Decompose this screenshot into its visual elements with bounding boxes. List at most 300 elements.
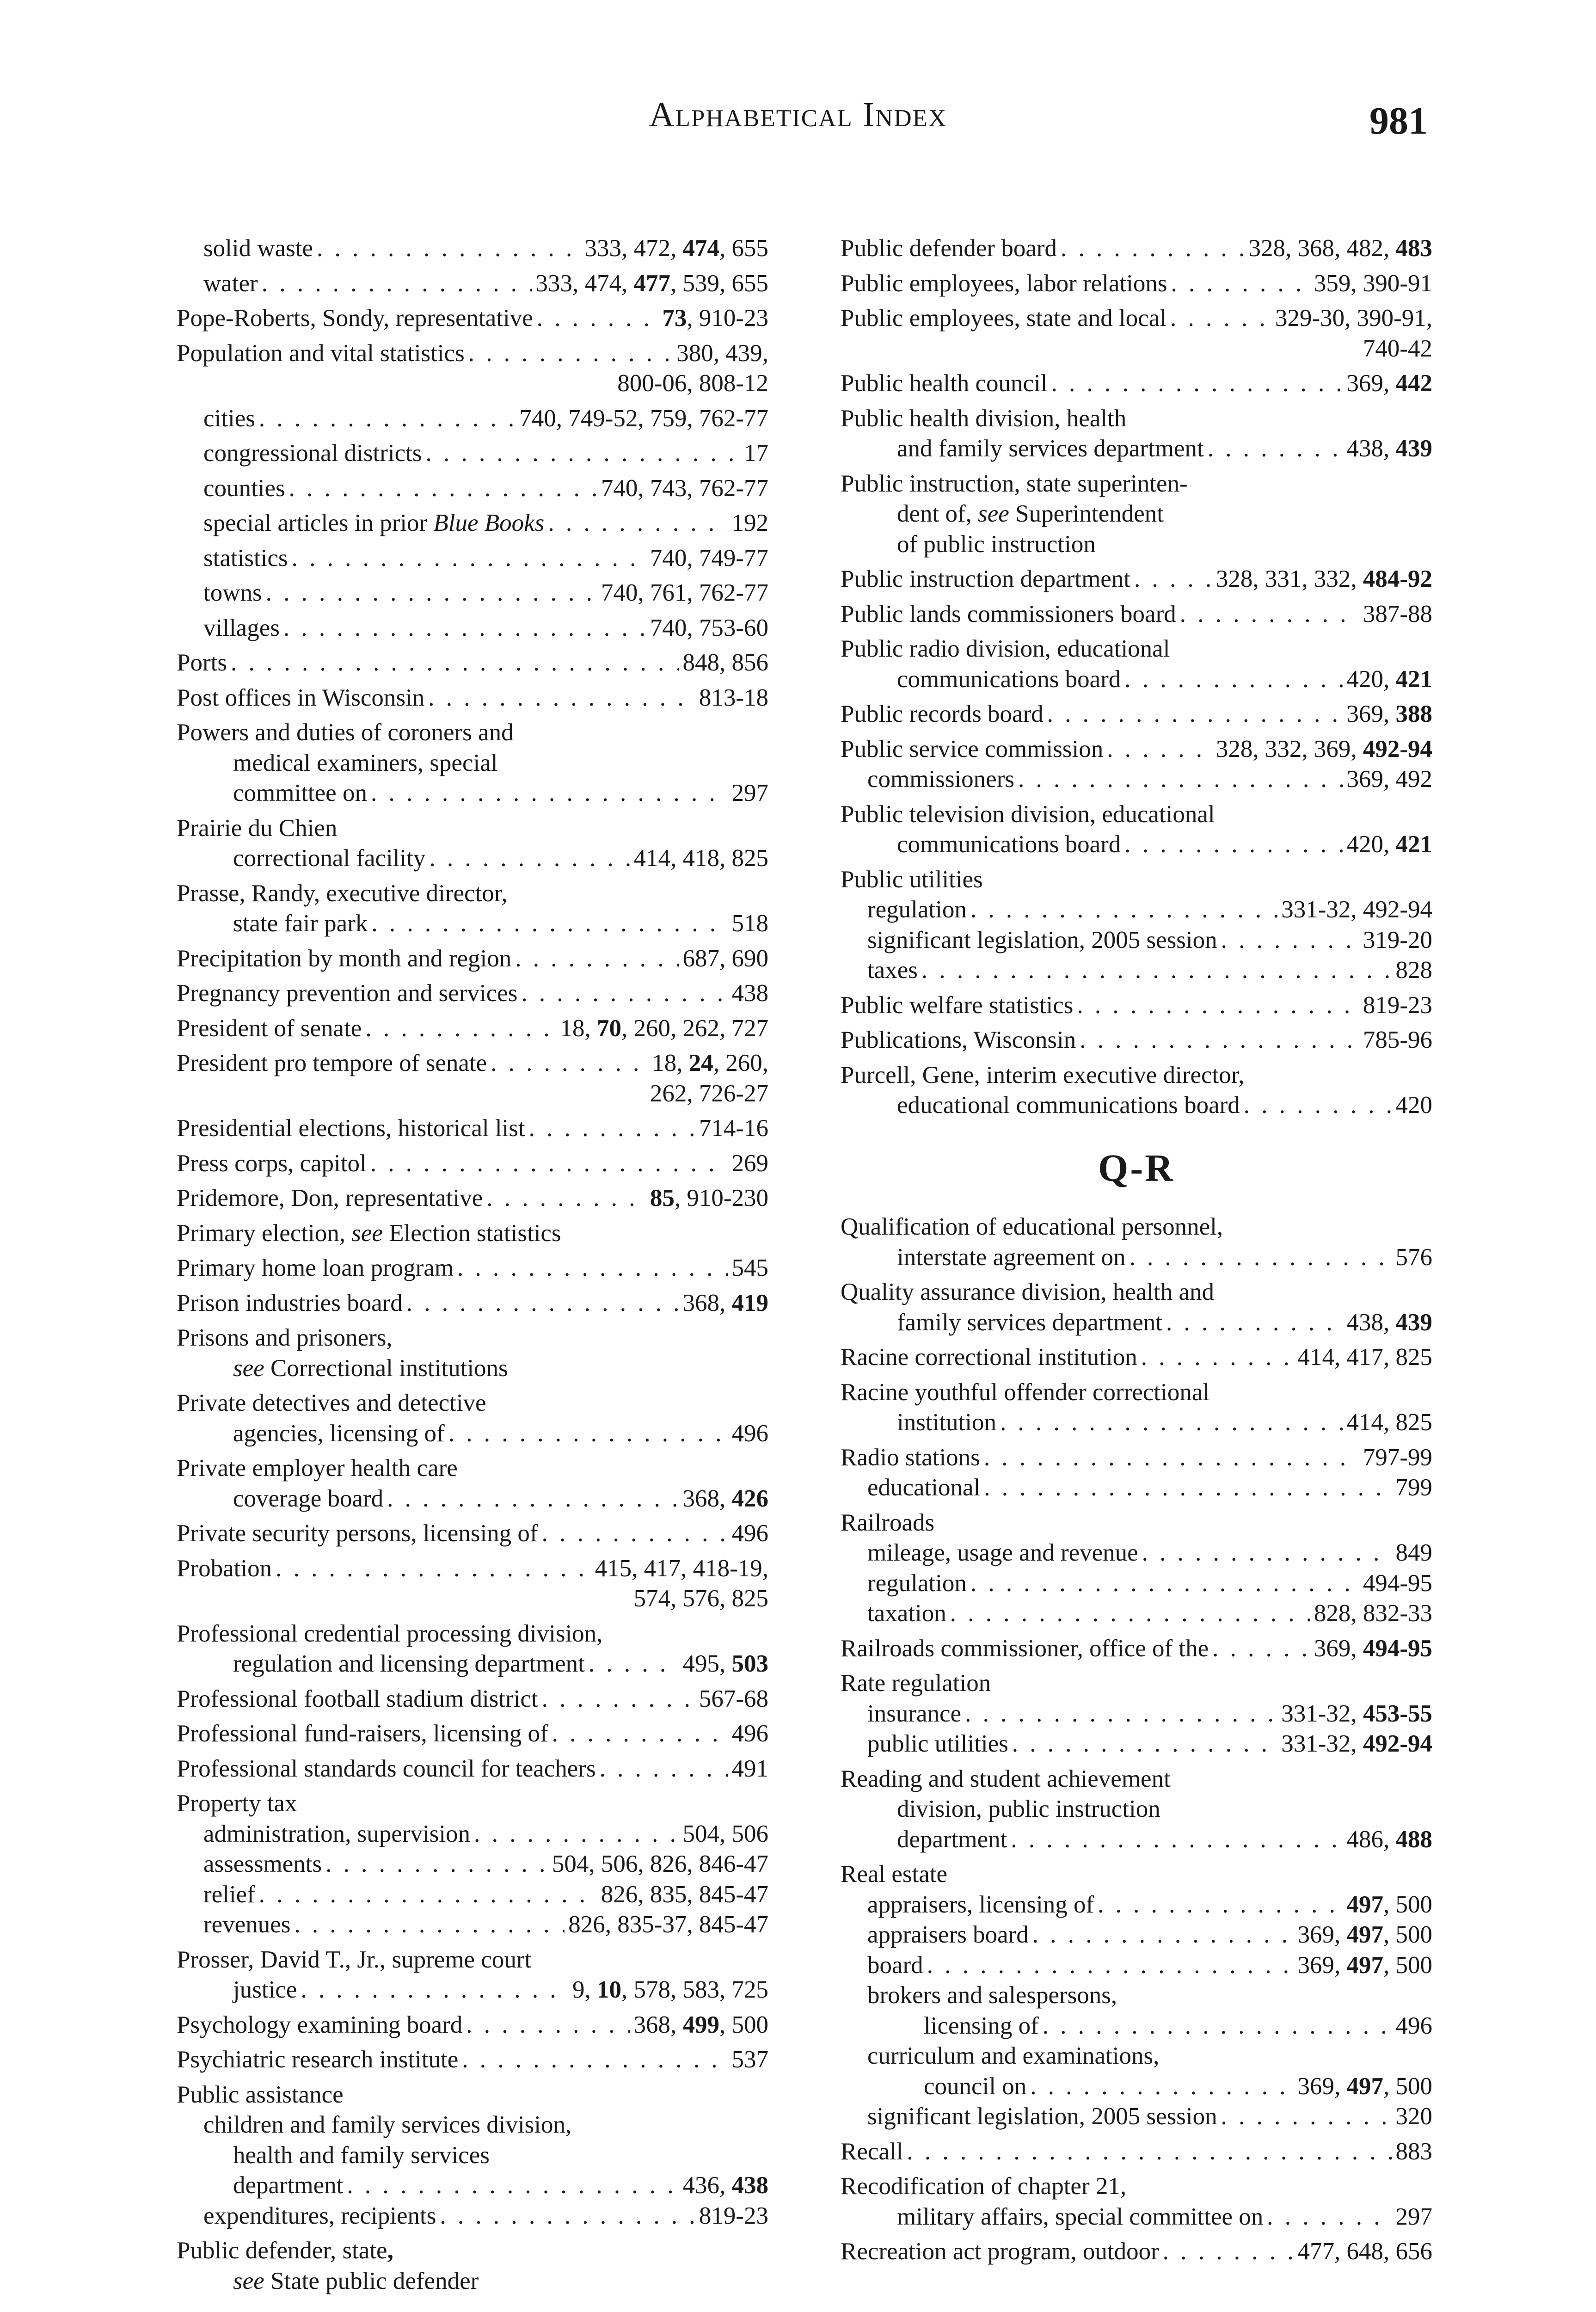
entry-pages: 826, 835-37, 845-47 bbox=[568, 1911, 768, 1938]
entry-term: Public records board bbox=[841, 701, 1044, 727]
index-entry bbox=[177, 1388, 768, 1449]
entry-term: Public instruction department bbox=[841, 566, 1131, 592]
index-entry bbox=[177, 2010, 768, 2041]
entry-term-continued: coverage board bbox=[233, 1485, 384, 1512]
entry-pages: 369, 388 bbox=[1346, 701, 1432, 727]
entry-term: Ports bbox=[177, 649, 227, 676]
index-entry bbox=[177, 944, 768, 974]
entry-term: water bbox=[203, 270, 258, 297]
index-column-left bbox=[177, 234, 768, 2301]
index-subentry bbox=[841, 895, 1432, 925]
index-entry bbox=[177, 2080, 768, 2110]
entry-term-continued: agencies, licensing of bbox=[233, 1420, 445, 1447]
entry-pages: 387-88 bbox=[1363, 600, 1432, 627]
entry-pages: 369, 497, 500 bbox=[1297, 2072, 1432, 2100]
entry-term-continued: family services department bbox=[897, 1309, 1162, 1336]
entry-term: Real estate bbox=[841, 1861, 948, 1888]
index-subentry bbox=[177, 2201, 768, 2232]
entry-term: cities bbox=[203, 405, 255, 432]
index-entry bbox=[841, 1025, 1432, 1056]
index-subentry bbox=[841, 1920, 1432, 1950]
entry-pages: 826, 835, 845-47 bbox=[601, 1881, 768, 1908]
index-entry bbox=[177, 1323, 768, 1384]
entry-pages: 9, 10, 578, 583, 725 bbox=[572, 1976, 768, 2003]
index-entry bbox=[841, 1377, 1432, 1438]
index-entry bbox=[177, 1519, 768, 1549]
entry-pages: 369, 492 bbox=[1346, 766, 1432, 793]
entry-pages: 567-68 bbox=[699, 1685, 768, 1712]
entry-term-continued: department bbox=[233, 2172, 344, 2199]
index-entry bbox=[177, 1789, 768, 1819]
index-entry bbox=[841, 865, 1432, 895]
index-entry bbox=[841, 634, 1432, 695]
entry-term-continued: institution bbox=[897, 1409, 996, 1436]
entry-term: President pro tempore of senate bbox=[177, 1050, 487, 1076]
entry-pages: 331-32, 492-94 bbox=[1281, 896, 1432, 923]
entry-term: Public employees, labor relations bbox=[841, 270, 1167, 297]
index-entry bbox=[841, 269, 1432, 299]
entry-pages: 85, 910-230 bbox=[650, 1185, 768, 1211]
entry-term: Presidential elections, historical list bbox=[177, 1115, 525, 1142]
entry-term-continued: justice bbox=[233, 1976, 297, 2003]
index-entry bbox=[841, 2237, 1432, 2267]
entry-pages: 504, 506 bbox=[682, 1820, 768, 1847]
index-entry bbox=[177, 683, 768, 713]
entry-term: Psychology examining board bbox=[177, 2011, 463, 2038]
entry-term: appraisers board bbox=[867, 1921, 1029, 1948]
entry-term-continued: correctional facility bbox=[233, 845, 426, 872]
index-entry bbox=[177, 1113, 768, 1144]
entry-term: regulation bbox=[867, 1569, 967, 1597]
index-subentry bbox=[841, 1890, 1432, 1920]
entry-pages: 828 bbox=[1395, 957, 1432, 984]
entry-pages: 438 bbox=[731, 980, 768, 1007]
entry-pages: 420, 421 bbox=[1346, 831, 1432, 858]
entry-term: Prairie du Chien bbox=[177, 814, 338, 842]
entry-pages: 319-20 bbox=[1363, 926, 1432, 953]
entry-term: brokers and salespersons, bbox=[867, 1982, 1117, 2009]
entry-term: Recall bbox=[841, 2138, 903, 2165]
index-entry bbox=[177, 613, 768, 644]
index-entry bbox=[177, 1945, 768, 2005]
entry-term: Professional standards council for teachers bbox=[177, 1755, 596, 1782]
entry-term: Public health council bbox=[841, 370, 1048, 397]
index-subentry bbox=[177, 1910, 768, 1940]
entry-term: regulation bbox=[867, 896, 967, 923]
index-entry bbox=[841, 1634, 1432, 1664]
index-entry bbox=[177, 404, 768, 434]
entry-pages: 848, 856 bbox=[682, 649, 768, 676]
index-entry bbox=[841, 1443, 1432, 1473]
entry-pages: 297 bbox=[1395, 2203, 1432, 2230]
entry-pages: 714-16 bbox=[699, 1115, 768, 1142]
index-entry bbox=[177, 1453, 768, 1514]
entry-pages: 368, 426 bbox=[682, 1485, 768, 1512]
index-entry bbox=[177, 1619, 768, 1679]
index-entry bbox=[177, 338, 768, 399]
index-entry bbox=[841, 404, 1432, 464]
entry-pages: 849 bbox=[1395, 1539, 1432, 1566]
entry-term: assessments bbox=[203, 1851, 322, 1877]
entry-term: expenditures, recipients bbox=[203, 2202, 436, 2229]
entry-pages: 328, 331, 332, 484-92 bbox=[1215, 566, 1432, 592]
entry-term: children and family services division, bbox=[203, 2111, 572, 2138]
entry-term: Railroads bbox=[841, 1509, 935, 1536]
entry-pages-continued: 262, 726-27 bbox=[650, 1080, 768, 1107]
entry-term-continued: licensing of bbox=[924, 2012, 1039, 2039]
entry-term: villages bbox=[203, 614, 280, 641]
entry-term: Public television division, educational bbox=[841, 800, 1215, 828]
entry-term: Primary election, see Election statistics bbox=[177, 1219, 561, 1247]
index-subentry bbox=[177, 1849, 768, 1880]
entry-pages: 73, 910-23 bbox=[662, 305, 768, 332]
index-entry bbox=[841, 1342, 1432, 1373]
entry-term: taxes bbox=[867, 957, 918, 984]
entry-pages: 414, 418, 825 bbox=[633, 845, 768, 872]
index-entry bbox=[177, 269, 768, 299]
entry-pages: 497, 500 bbox=[1346, 1891, 1432, 1918]
index-subentry bbox=[841, 1729, 1432, 1759]
entry-term-continued: communications board bbox=[897, 831, 1121, 858]
entry-term: Racine youthful offender correctional bbox=[841, 1378, 1210, 1406]
index-subentry bbox=[841, 1980, 1432, 2041]
index-entry bbox=[841, 2171, 1432, 2232]
entry-pages: 797-99 bbox=[1363, 1444, 1432, 1471]
index-entry bbox=[177, 578, 768, 609]
entry-pages: 504, 506, 826, 846-47 bbox=[552, 1851, 768, 1877]
entry-pages: 18, 70, 260, 262, 727 bbox=[560, 1015, 768, 1042]
index-entry bbox=[177, 1253, 768, 1284]
entry-term: special articles in prior Blue Books bbox=[203, 510, 545, 536]
entry-term: significant legislation, 2005 session bbox=[867, 926, 1217, 953]
entry-term: mileage, usage and revenue bbox=[867, 1539, 1138, 1566]
entry-pages: 740, 743, 762-77 bbox=[601, 474, 768, 502]
entry-term: Reading and student achievement bbox=[841, 1765, 1171, 1792]
index-entry bbox=[177, 978, 768, 1009]
entry-term: solid waste bbox=[203, 235, 313, 262]
entry-term: Pridemore, Don, representative bbox=[177, 1185, 483, 1211]
entry-term: Public welfare statistics bbox=[841, 991, 1074, 1019]
entry-term: Prasse, Randy, executive director, bbox=[177, 879, 508, 907]
index-subentry bbox=[841, 1950, 1432, 1981]
entry-pages: 819-23 bbox=[699, 2202, 768, 2229]
index-entry bbox=[177, 1684, 768, 1715]
entry-pages: 192 bbox=[731, 510, 768, 536]
index-entry bbox=[177, 1048, 768, 1109]
entry-term: Population and vital statistics bbox=[177, 339, 465, 367]
entry-term: Pope-Roberts, Sondy, representative bbox=[177, 305, 533, 332]
entry-term: statistics bbox=[203, 544, 288, 572]
index-entry bbox=[841, 990, 1432, 1021]
index-entry bbox=[177, 1554, 768, 1614]
entry-term-continued: council on bbox=[924, 2072, 1027, 2100]
entry-pages: 496 bbox=[731, 1520, 768, 1547]
entry-pages: 813-18 bbox=[699, 684, 768, 711]
entry-term-continued: division, public instruction bbox=[897, 1795, 1160, 1822]
entry-term: Public employees, state and local bbox=[841, 305, 1166, 332]
page-number: 981 bbox=[1369, 99, 1428, 142]
entry-term: Prisons and prisoners, bbox=[177, 1324, 393, 1351]
entry-term: Powers and duties of coroners and bbox=[177, 719, 514, 746]
entry-pages: 415, 417, 418-19, bbox=[595, 1555, 768, 1582]
entry-term-continued: state fair park bbox=[233, 910, 368, 937]
index-entry bbox=[841, 1277, 1432, 1338]
entry-term: Private detectives and detective bbox=[177, 1390, 486, 1416]
section-heading: Q-R bbox=[1098, 1146, 1175, 1190]
index-entry bbox=[177, 1183, 768, 1214]
entry-term-continued: committee on bbox=[233, 780, 367, 806]
entry-term-continued: and family services department bbox=[897, 435, 1204, 462]
entry-pages: 331-32, 492-94 bbox=[1281, 1730, 1432, 1757]
entry-term: towns bbox=[203, 579, 262, 606]
entry-term: Racine correctional institution bbox=[841, 1344, 1137, 1371]
entry-term: administration, supervision bbox=[203, 1820, 471, 1847]
index-subentry bbox=[177, 1880, 768, 1910]
entry-term-continued: interstate agreement on bbox=[897, 1243, 1126, 1271]
entry-term: Quality assurance division, health and bbox=[841, 1279, 1215, 1305]
entry-pages: 359, 390-91 bbox=[1314, 270, 1432, 297]
index-entry bbox=[841, 369, 1432, 399]
entry-pages: 269 bbox=[731, 1150, 768, 1177]
index-entry bbox=[177, 303, 768, 334]
entry-pages: 740, 753-60 bbox=[650, 614, 768, 641]
entry-term: public utilities bbox=[867, 1730, 1008, 1757]
entry-pages: 420 bbox=[1395, 1092, 1432, 1119]
entry-term: taxation bbox=[867, 1600, 946, 1627]
index-entry bbox=[177, 2045, 768, 2075]
entry-pages: 687, 690 bbox=[682, 945, 768, 972]
entry-term: Prison industries board bbox=[177, 1289, 403, 1316]
index-entry bbox=[177, 438, 768, 469]
index-entry bbox=[177, 2236, 768, 2296]
index-entry bbox=[177, 648, 768, 678]
entry-pages-continued: 740-42 bbox=[1363, 335, 1432, 362]
entry-pages: 368, 499, 500 bbox=[633, 2011, 768, 2038]
entry-term-continued: department bbox=[897, 1826, 1007, 1853]
entry-term: Public instruction, state superinten- bbox=[841, 470, 1188, 497]
entry-term: Public utilities bbox=[841, 866, 983, 893]
entry-term: Public assistance bbox=[177, 2081, 344, 2108]
index-subentry bbox=[841, 1538, 1432, 1568]
entry-term: Private security persons, licensing of bbox=[177, 1520, 538, 1547]
entry-pages: 438, 439 bbox=[1346, 1309, 1432, 1336]
index-entry bbox=[177, 1288, 768, 1319]
entry-term-continued: educational communications board bbox=[897, 1092, 1240, 1119]
index-entry bbox=[177, 813, 768, 874]
index-entry bbox=[177, 879, 768, 939]
entry-term: Press corps, capitol bbox=[177, 1150, 367, 1177]
entry-term-continued: of public instruction bbox=[897, 530, 1096, 558]
index-entry bbox=[177, 1719, 768, 1749]
index-entry bbox=[841, 2137, 1432, 2167]
index-subentry bbox=[841, 1473, 1432, 1503]
entry-term: Recodification of chapter 21, bbox=[841, 2173, 1127, 2200]
entry-term: significant legislation, 2005 session bbox=[867, 2103, 1217, 2130]
entry-term: appraisers, licensing of bbox=[867, 1891, 1094, 1918]
entry-term: curriculum and examinations, bbox=[867, 2042, 1160, 2069]
entry-pages: 438, 439 bbox=[1346, 435, 1432, 462]
index-entry bbox=[841, 1060, 1432, 1121]
entry-pages: 819-23 bbox=[1363, 991, 1432, 1019]
entry-pages: 420, 421 bbox=[1346, 665, 1432, 693]
index-entry bbox=[177, 543, 768, 574]
index-entry bbox=[177, 1754, 768, 1784]
entry-pages: 494-95 bbox=[1363, 1569, 1432, 1597]
entry-term: President of senate bbox=[177, 1015, 362, 1042]
index-subentry bbox=[841, 2102, 1432, 2132]
entry-term: Property tax bbox=[177, 1790, 297, 1817]
entry-term: Public health division, health bbox=[841, 405, 1127, 432]
entry-term: Professional fund-raisers, licensing of bbox=[177, 1720, 548, 1747]
entry-pages: 369, 497, 500 bbox=[1297, 1921, 1432, 1948]
entry-pages: 486, 488 bbox=[1346, 1826, 1432, 1853]
entry-term: Recreation act program, outdoor bbox=[841, 2238, 1159, 2265]
entry-term: Private employer health care bbox=[177, 1455, 458, 1482]
index-entry bbox=[841, 234, 1432, 264]
entry-term: educational bbox=[867, 1474, 981, 1501]
entry-pages: 496 bbox=[731, 1420, 768, 1447]
entry-pages: 369, 442 bbox=[1346, 370, 1432, 397]
page-header bbox=[0, 95, 1596, 160]
entry-term-continued: medical examiners, special bbox=[233, 749, 498, 776]
entry-term: Railroads commissioner, office of the bbox=[841, 1635, 1209, 1662]
entry-term: Prosser, David T., Jr., supreme court bbox=[177, 1946, 532, 1973]
entry-pages: 328, 368, 482, 483 bbox=[1248, 235, 1432, 262]
index-entry bbox=[177, 234, 768, 264]
entry-pages: 740, 749-52, 759, 762-77 bbox=[519, 405, 768, 432]
entry-pages: 17 bbox=[744, 440, 768, 467]
index-entry bbox=[841, 1764, 1432, 1855]
index-entry bbox=[177, 1149, 768, 1179]
entry-term: Precipitation by month and region bbox=[177, 945, 512, 972]
index-entry bbox=[841, 699, 1432, 730]
entry-pages: 740, 749-77 bbox=[650, 544, 768, 572]
index-entry bbox=[841, 799, 1432, 860]
index-subentry bbox=[841, 1599, 1432, 1629]
entry-pages: 828, 832-33 bbox=[1314, 1600, 1432, 1627]
index-entry bbox=[841, 303, 1432, 364]
index-entry bbox=[841, 469, 1432, 560]
index-entry bbox=[841, 1508, 1432, 1538]
entry-term: Professional credential processing division, bbox=[177, 1620, 603, 1647]
entry-term: Public defender, state, bbox=[177, 2237, 393, 2264]
entry-term: Public radio division, educational bbox=[841, 635, 1170, 662]
entry-pages: 414, 417, 825 bbox=[1297, 1344, 1432, 1371]
index-column-right bbox=[841, 234, 1432, 2272]
entry-pages-continued: 800-06, 808-12 bbox=[617, 370, 768, 397]
entry-term-continued: regulation and licensing department bbox=[233, 1650, 585, 1677]
entry-term: Purcell, Gene, interim executive director, bbox=[841, 1061, 1245, 1088]
entry-term-continued: see Correctional institutions bbox=[233, 1354, 508, 1382]
index-entry bbox=[841, 1212, 1432, 1273]
entry-pages: 369, 494-95 bbox=[1314, 1635, 1432, 1662]
index-subentry bbox=[841, 925, 1432, 956]
index-entry bbox=[841, 1859, 1432, 1890]
entry-pages: 414, 825 bbox=[1346, 1409, 1432, 1436]
entry-pages: 518 bbox=[731, 910, 768, 937]
index-subentry bbox=[841, 764, 1432, 795]
entry-term: Probation bbox=[177, 1555, 272, 1582]
entry-term: insurance bbox=[867, 1700, 962, 1727]
entry-pages: 785-96 bbox=[1363, 1027, 1432, 1053]
entry-term: congressional districts bbox=[203, 440, 422, 467]
entry-term: Public service commission bbox=[841, 735, 1104, 762]
entry-term: board bbox=[867, 1951, 923, 1979]
entry-pages: 799 bbox=[1395, 1474, 1432, 1501]
index-subentry bbox=[841, 1568, 1432, 1599]
entry-pages: 333, 472, 474, 655 bbox=[584, 235, 768, 262]
entry-term: Post offices in Wisconsin bbox=[177, 684, 425, 711]
entry-pages: 883 bbox=[1395, 2138, 1432, 2165]
entry-term: Rate regulation bbox=[841, 1670, 991, 1697]
index-entry bbox=[841, 1668, 1432, 1699]
running-head: Alphabetical Index bbox=[649, 95, 947, 134]
index-entry bbox=[841, 564, 1432, 595]
index-subentry bbox=[177, 2110, 768, 2201]
index-subentry bbox=[841, 955, 1432, 986]
index-subentry bbox=[841, 1699, 1432, 1729]
entry-term: Professional football stadium district bbox=[177, 1685, 538, 1712]
entry-pages: 320 bbox=[1395, 2103, 1432, 2130]
entry-term: relief bbox=[203, 1881, 255, 1908]
entry-pages: 331-32, 453-55 bbox=[1281, 1700, 1432, 1727]
entry-pages: 368, 419 bbox=[682, 1289, 768, 1316]
entry-pages: 369, 497, 500 bbox=[1297, 1951, 1432, 1979]
entry-term: Pregnancy prevention and services bbox=[177, 980, 518, 1007]
index-entry bbox=[841, 734, 1432, 765]
index-entry bbox=[841, 599, 1432, 630]
entry-pages-continued: 574, 576, 825 bbox=[633, 1585, 768, 1612]
index-entry bbox=[177, 1014, 768, 1044]
index-entry bbox=[177, 1218, 768, 1249]
entry-pages: 329-30, 390-91, bbox=[1275, 305, 1432, 332]
entry-term: Qualification of educational personnel, bbox=[841, 1213, 1223, 1240]
entry-pages: 496 bbox=[1395, 2012, 1432, 2039]
entry-pages: 333, 474, 477, 539, 655 bbox=[535, 270, 768, 297]
entry-term: Public defender board bbox=[841, 235, 1057, 262]
entry-pages: 495, 503 bbox=[682, 1650, 768, 1677]
entry-term: Radio stations bbox=[841, 1444, 980, 1471]
entry-term: Public lands commissioners board bbox=[841, 600, 1176, 627]
index-subentry bbox=[841, 2041, 1432, 2102]
entry-term-continued: health and family services bbox=[233, 2141, 490, 2169]
entry-term: Primary home loan program bbox=[177, 1254, 454, 1281]
index-entry bbox=[177, 718, 768, 809]
index-entry bbox=[177, 473, 768, 504]
entry-pages: 297 bbox=[731, 780, 768, 806]
index-entry bbox=[177, 508, 768, 539]
entry-pages: 545 bbox=[731, 1254, 768, 1281]
entry-pages: 491 bbox=[731, 1755, 768, 1782]
entry-term: Psychiatric research institute bbox=[177, 2046, 459, 2073]
entry-pages: 18, 24, 260, bbox=[652, 1050, 768, 1076]
entry-pages: 380, 439, bbox=[676, 339, 768, 367]
entry-pages: 740, 761, 762-77 bbox=[601, 579, 768, 606]
entry-term: revenues bbox=[203, 1911, 291, 1938]
entry-term: counties bbox=[203, 474, 285, 502]
entry-term-continued: dent of, see Superintendent bbox=[897, 500, 1164, 527]
entry-pages: 436, 438 bbox=[682, 2172, 768, 2199]
entry-term: commissioners bbox=[867, 766, 1014, 793]
entry-term: Publications, Wisconsin bbox=[841, 1027, 1076, 1053]
entry-term-continued: communications board bbox=[897, 665, 1121, 693]
index-subentry bbox=[177, 1819, 768, 1850]
entry-pages: 576 bbox=[1395, 1243, 1432, 1271]
entry-term-continued: military affairs, special committee on bbox=[897, 2203, 1264, 2230]
entry-pages: 477, 648, 656 bbox=[1297, 2238, 1432, 2265]
entry-pages: 496 bbox=[731, 1720, 768, 1747]
entry-pages: 537 bbox=[731, 2046, 768, 2073]
